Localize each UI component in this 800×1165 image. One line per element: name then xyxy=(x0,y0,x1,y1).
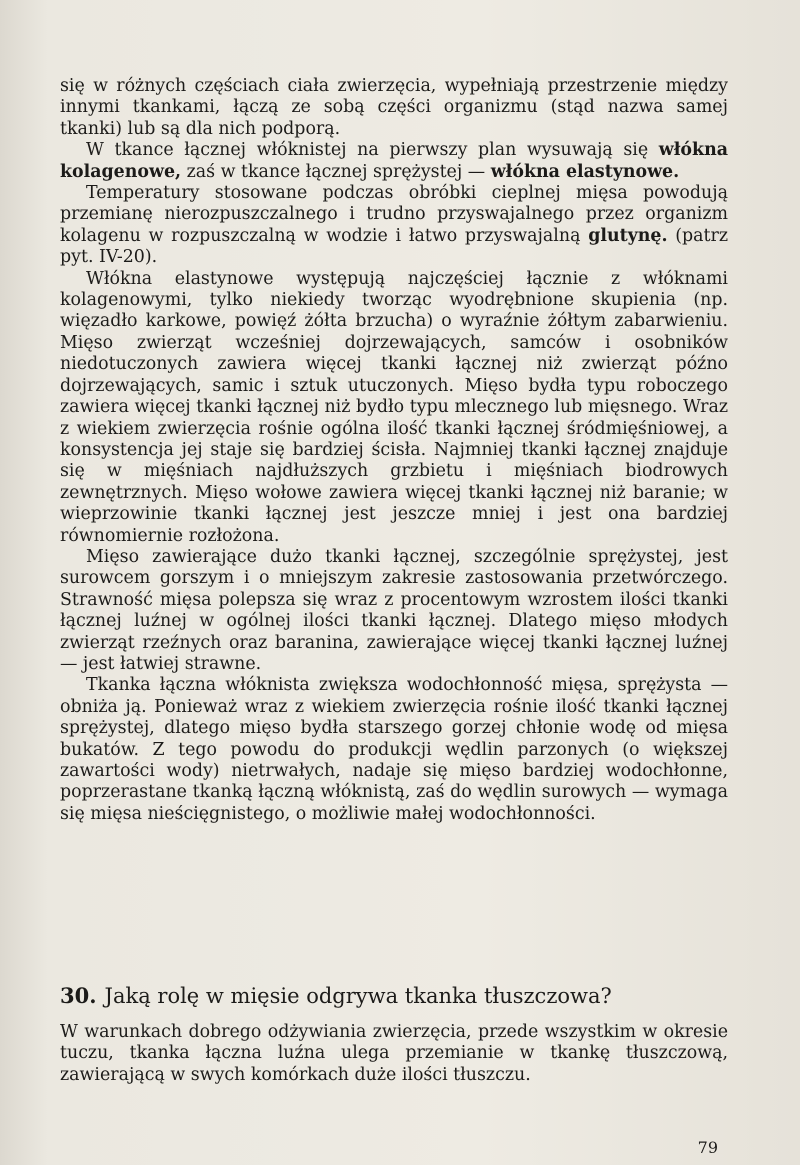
text-segment: Tkanka łączna włóknista zwiększa wodochłonność mięsa, sprężysta — obniża ją. Ponieważ wraz z wiekiem zwierzęcia rośnie ilość tkanki łącznej sprężystej, dlatego mięso bydła starszego gorzej chłonie wodę od mięsa bukatów. Z tego powodu do produkcji wędlin parzonych (o większej zawartości wody) nietrwałych, nadaje się mięso bardziej wodochłonne, poprzerastane tkanką łączną włóknistą, zaś do wędlin surowych — wymaga się mięsa nieścięgnistego, o możliwie małej wodochłonności. xyxy=(60,675,728,824)
text-segment: Włókna elastynowe występują najczęściej łącznie z włóknami kolagenowymi, tylko niekiedy tworząc wyodrębnione skupienia (np. więzadło karkowe, powięź żółta brzucha) o wyraźnie żółtym zabarwieniu. Mięso zwierząt wcześniej dojrzewających, samców i osobników niedotuczonych zawiera więcej tkanki łącznej niż zwierząt późno dojrzewających, samic i sztuk utuczonych. Mięso bydła typu roboczego zawiera więcej tkanki łącznej niż bydło typu mlecznego lub mięsnego. Wraz z wiekiem zwierzęcia rośnie ogólna ilość tkanki łącznej śródmięśniowej, a konsystencja jej staje się bardziej ścisła. Najmniej tkanki łącznej znajduje się w mięśniach najdłuższych grzbietu i mięśniach biodrowych zewnętrznych. Mięso wołowe zawiera więcej tkanki łącznej niż baranie; w wieprzowinie tkanki łącznej jest jeszcze mniej i jest ona bardziej równomiernie rozłożona. xyxy=(60,268,728,546)
text-segment: Mięso zawierające dużo tkanki łącznej, szczególnie sprężystej, jest surowcem gorszym i o mniejszym zakresie zastosowania przetwórczego. Strawność mięsa polepsza się wraz z procentowym wzrostem ilości tkanki łącznej luźnej w ogólnej ilości tkanki łącznej. Dlatego mięso młodych zwierząt rzeźnych oraz baranina, zawierające więcej tkanki łącznej luźnej — jest łatwiej strawne. xyxy=(60,546,728,674)
bold-term: włókna elastynowe. xyxy=(490,161,680,182)
section-heading xyxy=(60,983,728,1009)
bold-term: glutynę. xyxy=(588,225,668,246)
paragraph-6 xyxy=(60,675,728,825)
paragraph-1 xyxy=(60,76,728,140)
text-segment: W tkance łącznej włóknistej na pierwszy plan wysuwają się xyxy=(86,140,659,161)
paragraph-5 xyxy=(60,547,728,675)
text-segment: się w różnych częściach ciała zwierzęcia, wypełniają przestrzenie między innymi tkankami, łączą ze sobą części organizmu (stąd nazwa samej tkanki) lub są dla nich podporą. xyxy=(60,76,728,139)
body-text xyxy=(60,76,728,825)
section-text: W warunkach dobrego odżywiania zwierzęcia, przede wszystkim w okresie tuczu, tkanka łączna luźna ulega przemianie w tkankę tłuszczową, zawierającą w swych komórkach duże ilości tłuszczu. xyxy=(60,1022,728,1085)
paragraph-3 xyxy=(60,183,728,269)
section-number: 30. xyxy=(60,983,97,1008)
bold-term: włókna kolagenowe, xyxy=(60,140,728,182)
section-title: Jaką rolę w mięsie odgrywa tkanka tłuszczowa? xyxy=(104,984,612,1008)
paragraph-2 xyxy=(60,140,728,183)
text-segment: (patrz pyt. IV-20). xyxy=(60,225,728,268)
text-segment: zaś w tkance łącznej sprężystej — xyxy=(181,161,491,182)
text-segment: Temperatury stosowane podczas obróbki cieplnej mięsa powodują przemianę nierozpuszczalnego i trudno przyswajalnego przez organizm kolagenu w rozpuszczalną w wodzie i łatwo przyswajalną xyxy=(60,183,728,246)
page-number: 79 xyxy=(697,1138,718,1157)
paragraph-4 xyxy=(60,269,728,547)
